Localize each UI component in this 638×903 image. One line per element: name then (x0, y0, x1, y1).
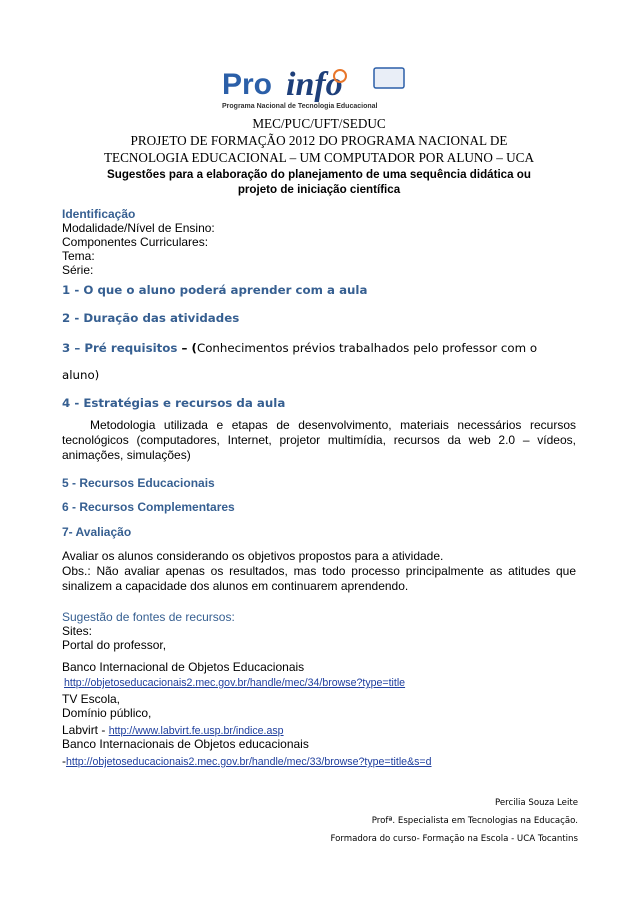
link-objetos-34[interactable] (64, 677, 578, 689)
section-5-heading: 5 - Recursos Educacionais (62, 476, 215, 490)
section-7-body-1: Avaliar os alunos considerando os objetivos propostos para a atividade. (62, 549, 444, 563)
section-3-line (62, 339, 576, 357)
section-6-heading: 6 - Recursos Complementares (62, 500, 235, 514)
section-4-heading: 4 - Estratégias e recursos da aula (62, 396, 286, 410)
section-3-dash: – ( (177, 341, 197, 355)
sources-link-3-line (62, 752, 576, 770)
sources-labvirt-label: Labvirt - (62, 723, 109, 737)
section-7-heading: 7- Avaliação (62, 525, 132, 539)
logo-computer-icon (374, 68, 404, 88)
sources-dominio: Domínio público, (62, 706, 152, 720)
sources-portal: Portal do professor, (62, 638, 167, 652)
sources-heading: Sugestão de fontes de recursos: (62, 610, 235, 624)
field-componentes: Componentes Curriculares: (62, 235, 209, 249)
link-labvirt[interactable]: http://www.labvirt.fe.usp.br/indice.asp (108, 725, 284, 737)
signature-role: Profª. Especialista em Tecnologias na Educação. (371, 816, 578, 826)
logo-text-pro: Pro (222, 68, 273, 101)
sources-banco-1: Banco Internacional de Objetos Educacionais (62, 660, 305, 674)
identificacao-heading: Identificação (62, 207, 136, 221)
header-line-1: MEC/PUC/UFT/SEDUC (252, 116, 386, 131)
logo-tagline: Programa Nacional de Tecnologia Educacional (222, 103, 378, 110)
link-objetos-33[interactable]: http://objetoseducacionais2.mec.gov.br/handle/mec/33/browse?type=title&s=d (66, 756, 432, 768)
header-line-2: PROJETO DE FORMAÇÃO 2012 DO PROGRAMA NACIONAL DE (130, 133, 508, 148)
field-modalidade: Modalidade/Nível de Ensino: (62, 221, 215, 235)
field-serie: Série: (62, 263, 94, 277)
header-line-3: TECNOLOGIA EDUCACIONAL – UM COMPUTADOR POR ALUNO – UCA (104, 150, 534, 165)
section-7-body-2: Obs.: Não avaliar apenas os resultados, mas todo processo principalmente as atitudes que sinalizem a capacidade dos alunos em continuarem aprendendo. (62, 564, 576, 593)
sources-dash: - (62, 754, 66, 768)
proinfo-logo (214, 64, 424, 112)
signature-name: Percilia Souza Leite (494, 798, 578, 808)
header-subtitle-1: Sugestões para a elaboração do planejamento de uma sequência didática ou (107, 168, 531, 181)
section-3-text: Conhecimentos prévios trabalhados pelo professor com o (196, 341, 538, 355)
section-1-heading: 1 - O que o aluno poderá aprender com a aula (62, 283, 368, 297)
section-4-body: Metodologia utilizada e etapas de desenvolvimento, materiais necessários recursos tecnológicos (computadores, Internet, projetor multimídia, recursos da web 2.0 – vídeos, animações, simulações) (62, 418, 576, 462)
sources-banco-2: Banco Internacionais de Objetos educacionais (62, 737, 309, 751)
signature-org: Formadora do curso- Formação na Escola - UCA Tocantins (330, 834, 578, 844)
section-2-heading: 2 - Duração das atividades (62, 311, 240, 325)
sources-sites: Sites: (62, 624, 93, 638)
section-3-heading: 3 – Pré requisitos (62, 341, 178, 355)
logo-text-info: info (286, 66, 343, 103)
field-tema: Tema: (62, 249, 95, 263)
sources-tv-escola: TV Escola, (62, 692, 121, 706)
header-subtitle-2: projeto de iniciação científica (237, 183, 401, 196)
section-3-text-cont: aluno) (62, 368, 100, 382)
link-objetos-34-text[interactable]: http://objetoseducacionais2.mec.gov.br/handle/mec/34/browse?type=title (64, 677, 406, 689)
